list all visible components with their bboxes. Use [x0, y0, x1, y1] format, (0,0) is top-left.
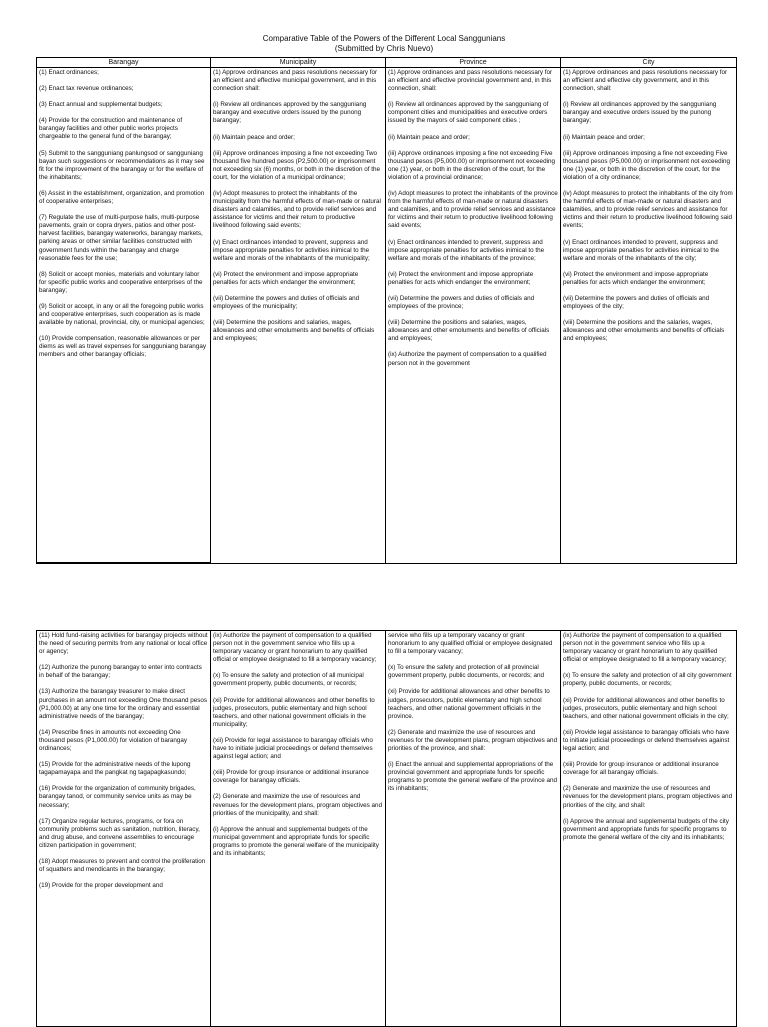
provision-item: (v) Enact ordinances intended to prevent, suppress and impose appropriate penalties for activities inimical to the welfare and morals of the inhabitants of the province;	[388, 238, 545, 262]
document-title: Comparative Table of the Powers of the Different Local Sanggunians	[262, 34, 506, 43]
provision-item: (iii) Approve ordinances imposing a fine not exceeding Two thousand five hundred pesos (P2,500.00) or imprisonment not exceeding six (6) months, or both in the discretion of the court, for the violation of a municipal ordinance;	[213, 149, 380, 181]
city-column	[561, 68, 737, 564]
provision-item: (ii) Maintain peace and order;	[563, 133, 645, 141]
provision-item: (iv) Adopt measures to protect the inhabitants of the city from the harmful effects of man-made or natural disasters and calamities, and to provide relief services and assistance for victims and their return to productive livelihood following said events;	[563, 190, 733, 230]
barangay-column	[37, 631, 211, 1027]
city-column	[561, 631, 737, 1027]
provision-item: (viii) Determine the positions and salaries, wages, allowances and other emoluments and benefits of officials and employees;	[388, 319, 550, 343]
header-city: City	[561, 58, 737, 68]
provision-item: (xii) Provide for legal assistance to barangay officials who have to initiate judicial proceedings or defend themselves against legal action; and	[213, 736, 373, 761]
barangay-column	[37, 68, 211, 564]
provision-item: (xi) Provide for additional allowances and other benefits to judges, prosecutors, public elementary and high school teachers, and other national government officials in the city;	[563, 696, 729, 720]
provision-item: (1) Approve ordinances and pass resolutions necessary for an efficient and effective provincial government and, in this connection, shall:	[388, 69, 553, 93]
provision-item: (4) Provide for the construction and maintenance of barangay facilities and other public works projects chargeable to the general fund of the barangay;	[39, 117, 183, 141]
provision-item: (18) Adopt measures to prevent and control the proliferation of squatters and mendicants in the barangay;	[39, 857, 206, 874]
provision-item: (2) Generate and maximize the use of resources and revenues for the development plans, program objectives and priorities of the province, and shall:	[388, 728, 558, 753]
provision-item: (15) Provide for the administrative needs of the lupong tagapamayapa and the pangkat ng tagapagkasundo;	[39, 761, 191, 777]
provision-item: (6) Assist in the establishment, organization, and promotion of cooperative enterprises;	[39, 189, 205, 206]
municipality-column	[211, 631, 386, 1027]
municipality-column	[211, 68, 386, 564]
provision-item: (ii) Maintain peace and order;	[388, 133, 470, 141]
provision-item: (i) Review all ordinances approved by the sangguniang of component cities and municipalities and executive orders issued by the mayors of said component cities ;	[388, 101, 549, 125]
provision-item: (16) Provide for the organization of community brigades, barangay tanod, or community service units as may be necessary;	[39, 785, 196, 809]
provision-item: (x) To ensure the safety and protection of all municipal government property, public documents, or records;	[213, 672, 364, 688]
provision-item: (iv) Adopt measures to protect the inhabitants of the province from the harmful effects of man-made or natural disasters and calamities, and to provide relief services and assistance for victims and their return to productive livelihood following said events;	[388, 190, 558, 230]
provision-item: (x) To ensure the safety and protection of all provincial government property, public documents, or records; and	[388, 664, 544, 680]
comparative-table-page-2	[36, 630, 737, 1027]
table-row	[37, 631, 737, 1027]
provision-item: service who fills up a temporary vacancy or grant honorarium to any qualified official or employee designated to fill a temporary vacancy;	[388, 632, 553, 656]
table-row	[37, 68, 737, 564]
provision-item: (i) Approve the annual and supplemental budgets of the city government and appropriate funds for specific programs to promote the general welfare of the city and its inhabitants;	[563, 817, 729, 841]
provision-item: (vi) Protect the environment and impose appropriate penalties for acts which endanger the environment;	[213, 270, 359, 286]
provision-item: (iii) Approve ordinances imposing a fine not exceeding Five thousand pesos (P5,000.00) or imprisonment not exceeding one (1) year, or both in the discretion of the court, for the violation of a city ordinance;	[563, 149, 730, 181]
provision-item: (19) Provide for the proper development and	[39, 882, 163, 890]
provision-item: (iii) Approve ordinances imposing a fine not exceeding Five thousand pesos (P5,000.00) or imprisonment not exceeding one (1) year, or both in the discretion of the court, for the violation of a provincial ordinance;	[388, 149, 555, 181]
province-column	[386, 631, 561, 1027]
header-province: Province	[386, 58, 561, 68]
provision-item: (10) Provide compensation, reasonable allowances or per diems as well as travel expenses for sangguniang barangay members and other barangay officials;	[39, 335, 206, 359]
provision-item: (viii) Determine the positions and salaries, wages, allowances and other emoluments and benefits of officials and employees;	[213, 319, 375, 343]
provision-item: (3) Enact annual and supplemental budgets;	[39, 101, 163, 109]
provision-item: (14) Prescribe fines in amounts not exceeding One thousand pesos (P1,000.00) for violation of barangay ordinances;	[39, 728, 188, 753]
header-municipality: Municipality	[211, 58, 386, 68]
provision-item: (i) Review all ordinances approved by the sangguniang barangay and executive orders issued by the punong barangay;	[213, 101, 367, 125]
provision-item: (xiii) Provide for group insurance or additional insurance coverage for barangay officials.	[213, 769, 369, 785]
provision-item: (i) Approve the annual and supplemental budgets of the municipal government and appropriate funds for specific programs to promote the general welfare of the municipality and its inhabitants;	[213, 825, 379, 857]
provision-item: (x) To ensure the safety and protection of all city government property, public documents, or records;	[563, 672, 732, 688]
provision-item: (i) Enact the annual and supplemental appropriations of the provincial government and appropriate funds for specific programs to promote the general welfare of the province and its inhabitants;	[388, 761, 558, 793]
provision-item: (8) Solicit or accept monies, materials and voluntary labor for specific public works and cooperative enterprises of the barangay;	[39, 270, 203, 294]
provision-item: (ix) Authorize the payment of compensation to a qualified person not in the government service who fills up a temporary vacancy or grant honorarium to any qualified official or employee designated to fill a temporary vacancy;	[213, 632, 377, 664]
comparative-table-page-1	[36, 57, 737, 564]
provision-item: (vii) Determine the powers and duties of officials and employees of the city;	[563, 294, 710, 311]
provision-item: (12) Authorize the punong barangay to enter into contracts in behalf of the barangay;	[39, 664, 202, 680]
provision-item: (vii) Determine the powers and duties of officials and employees of the municipality;	[213, 294, 360, 311]
provision-item: (vi) Protect the environment and impose appropriate penalties for acts which endanger the environment;	[563, 270, 709, 286]
document-subtitle: (Submitted by Chris Nuevo)	[334, 44, 434, 53]
province-column	[386, 68, 561, 564]
provision-item: (ix) Authorize the payment of compensation to a qualified person not in the government service who fills up a temporary vacancy or grant honorarium to any qualified official or employee designated to fill a temporary vacancy;	[563, 632, 727, 664]
provision-item: (ii) Maintain peace and order;	[213, 133, 295, 141]
header-barangay: Barangay	[37, 58, 211, 68]
provision-item: (v) Enact ordinances intended to prevent, suppress and impose appropriate penalties for activities inimical to the welfare and morals of the inhabitants of the city;	[563, 238, 720, 262]
provision-item: (xi) Provide for additional allowances and other benefits to judges, prosecutors, public elementary and high school teachers, and other national government officials in the municipality;	[213, 696, 375, 728]
provision-item: (17) Organize regular lectures, programs, or fora on community problems such as sanitation, nutrition, literacy, and drug abuse, and convene assemblies to encourage citizen participation in government;	[39, 817, 200, 849]
provision-item: (iv) Adopt measures to protect the inhabitants of the municipality from the harmful effects of man-made or natural disasters and calamities, and to provide relief services and assistance for victims and their return to productive livelihood following said events;	[213, 190, 381, 230]
provision-item: (11) Hold fund-raising activities for barangay projects without the need of securing permits from any national or local office or agency;	[39, 632, 208, 656]
provision-item: (13) Authorize the barangay treasurer to make direct purchases in an amount not exceeding One thousand pesos (P1,000.00) at any one time for the ordinary and essential administrative needs of the barangay;	[39, 688, 208, 720]
provision-item: (2) Generate and maximize the use of resources and revenues for the development plans, program objectives and priorities of the city, and shall:	[563, 785, 733, 809]
provision-item: (i) Review all ordinances approved by the sangguniang barangay and executive orders issued by the punong barangay;	[563, 101, 717, 125]
table-header-row	[37, 58, 737, 68]
provision-item: (1) Approve ordinances and pass resolutions necessary for an efficient and effective city government, and in this connection, shall:	[563, 69, 728, 93]
provision-item: (xi) Provide for additional allowances and other benefits to judges, prosecutors, public elementary and high school teachers, and other national government officials in the province.	[388, 688, 550, 720]
provision-item: (2) Generate and maximize the use of resources and revenues for the development plans, program objectives and priorities of the municipality, and shall:	[213, 793, 383, 817]
provision-item: (2) Enact tax revenue ordinances;	[39, 85, 134, 93]
provision-item: (vi) Protect the environment and impose appropriate penalties for acts which endanger the environment;	[388, 270, 534, 286]
provision-item: (1) Approve ordinances and pass resolutions necessary for an efficient and effective municipal government, and in this connection shall:	[213, 69, 378, 93]
provision-item: (1) Enact ordinances;	[39, 69, 99, 76]
provision-item: (xiii) Provide for group insurance or additional insurance coverage for all barangay officials.	[563, 761, 719, 777]
provision-item: (9) Solicit or accept, in any or all the foregoing public works and cooperative enterprises, such cooperation as is made available by national, provincial, city, or municipal agencies;	[39, 302, 205, 327]
provision-item: (viii) Determine the positions and the salaries, wages, allowances and other emoluments and benefits of officials and employees;	[563, 319, 725, 343]
provision-item: (xii) Provide legal assistance to barangay officials who have to initiate judicial proceedings or defend themselves against legal action; and	[563, 728, 730, 753]
provision-item: (vii) Determine the powers and duties of officials and employees of the province;	[388, 294, 535, 311]
provision-item: (ix) Authorize the payment of compensation to a qualified person not in the government	[388, 351, 547, 367]
provision-item: (5) Submit to the sangguniang panlungsod or sangguniang bayan such suggestions or recommendations as it may see fit for the improvement of the barangay or for the welfare of the inhabitants;	[39, 149, 205, 181]
provision-item: (7) Regulate the use of multi-purpose halls, multi-purpose pavements, grain or copra dryers, patios and other post-harvest facilities, barangay waterworks, barangay markets, parking areas or other similar facilities constructed with government funds within the barangay and charge reasonable fees for the use;	[39, 214, 203, 262]
provision-item: (v) Enact ordinances intended to prevent, suppress and impose appropriate penalties for activities inimical to the welfare and morals of the inhabitants of the municipality;	[213, 238, 370, 262]
